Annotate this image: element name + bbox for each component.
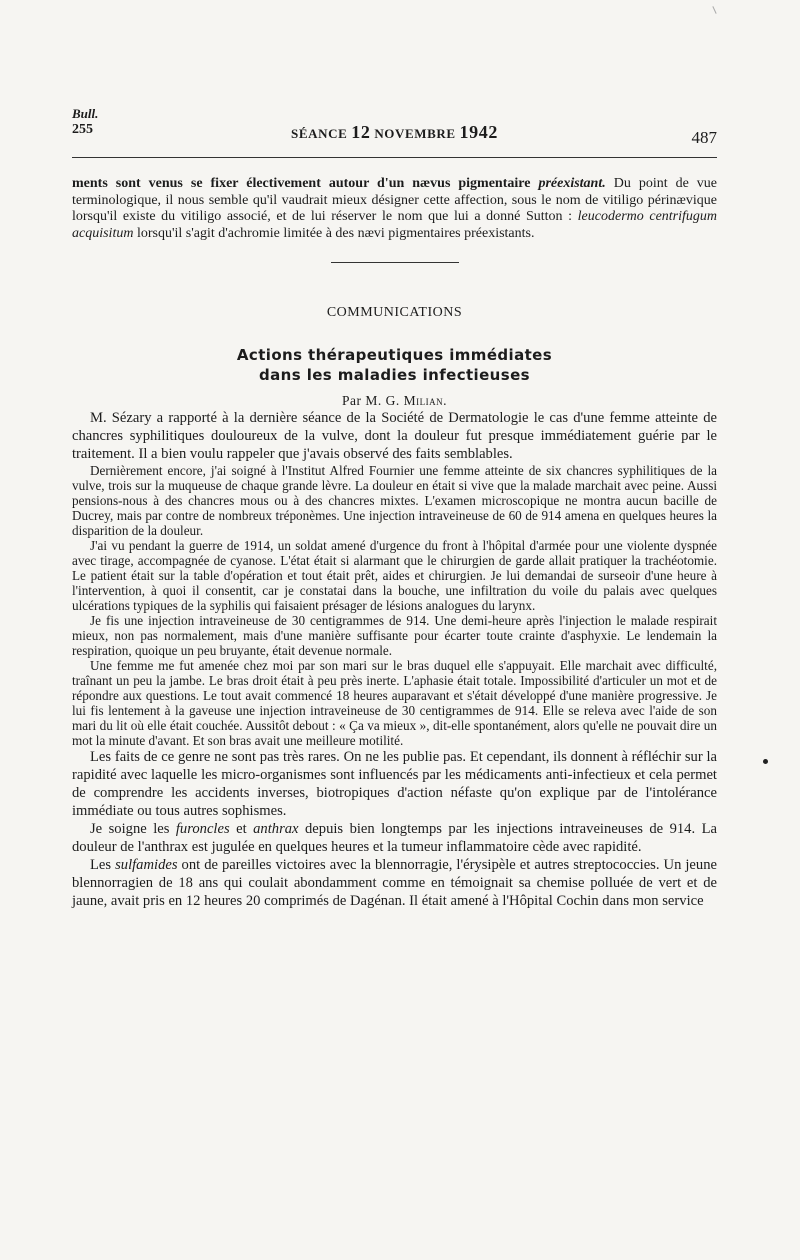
margin-dot (763, 759, 768, 764)
paragraph-2: Dernièrement encore, j'ai soigné à l'Institut Alfred Fournier une femme atteinte de six chancres syphilitiques de la vulve, trois sur la muqueuse de chaque grande lèvre. La douleur en était si vive que la malade marchait avec peine. Aussi pensions-nous à des chancres mous ou à des chancres mixtes. L'examen microscopique ne montra aucun bacille de Ducrey, mais par contre de nombreux tréponèmes. Une injection intraveineuse de 60 de 914 amena en quelques heures la disparition de la douleur. (72, 463, 717, 538)
session-month: NOVEMBRE (374, 126, 456, 141)
byline-author: Milian. (403, 393, 447, 408)
session-year: 1942 (459, 122, 498, 142)
margin-mark (712, 6, 716, 14)
p7-term-1: furoncles (175, 821, 230, 837)
p8-text-a: Les (90, 857, 116, 873)
paragraph-6: Les faits de ce genre ne sont pas très rares. On ne les publie pas. Et cependant, ils donnent à réfléchir sur la rapidité avec laquelle les micro-organismes sont influencés par les médicaments anti-infectieux et cela permet de comprendre les accidents inverses, biotropiques d'action néfaste qu'on explique par de l'intolérance immédiate ou tous autres sophismes. (72, 749, 717, 819)
paragraph-4: Je fis une injection intraveineuse de 30 centigrammes de 914. Une demi-heure après l'injection le malade respirait mieux, non pas normalement, mais d'une manière suffisante pour écarter toute crainte d'asphyxie. Le lendemain la respiration, quoique un peu bruyante, était devenue normale. (72, 613, 717, 658)
paragraph-1: M. Sézary a rapporté à la dernière séance de la Société de Dermatologie le cas d'une femme atteinte de chancres syphilitiques douloureux de la vulve, dont la douleur fut presque immédiatement guérie par le traitement. Il a bien voulu rappeler que j'avais observé des faits semblables. (72, 410, 717, 462)
p7-text-c: depuis bien longtemps par les injections intraveineuses de 914. La douleur de l'anthrax est jugulée en quelques heures et la tumeur inflammatoire cède avec rapidité. (72, 821, 717, 855)
section-heading: COMMUNICATIONS (326, 305, 463, 320)
article-title (72, 345, 717, 385)
session-prefix: SÉANCE (291, 126, 348, 141)
p8-term-1: sulfamides (115, 857, 178, 873)
page-body (72, 176, 717, 910)
p7-text-b: et (229, 821, 254, 837)
section-divider (331, 262, 459, 263)
paragraph-3: J'ai vu pendant la guerre de 1914, un soldat amené d'urgence du front à l'hôpital d'armée pour une violente dyspnée avec tirage, accompagnée de cyanose. L'état était si alarmant que le chirurgien de garde allait pratiquer la trachéotomie. Le patient était sur la table d'opération et tout était prêt, aides et chirurgien. Je lui demandai de surseoir d'une heure à l'intervention, à quoi il consentit, car je constatai dans la bouche, une infiltration du voile du palais avec quelques ulcérations typiques de la syphilis qui faisaient présager de lésions analogues du larynx. (72, 538, 717, 613)
paragraph-5: Une femme me fut amenée chez moi par son mari sur le bras duquel elle s'appuyait. Elle marchait avec difficulté, traînant un peu la jambe. Le bras droit était à peu près inerte. L'aphasie était totale. Impossibilité d'articuler un mot et de répondre aux questions. Le tout avait commencé 18 heures auparavant et s'était développé d'une manière progressive. Je lui fis lentement à la gaveuse une injection intraveineuse de 30 centigrammes de 914. Elle se releva avec l'aide de son mari du lit où elle était couchée. Aussitôt debout : « Ça va mieux », dit-elle spontanément, alors qu'elle ne pouvait dire un mot la minute d'avant. Et son bras avait une meilleure motilité. (72, 658, 717, 748)
intro-text-2: lorsqu'il s'agit d'achromie limitée à des nævi pigmentaires préexistants. (133, 225, 535, 241)
session-day: 12 (351, 122, 371, 142)
intro-lead: ments sont venus se fixer électivement autour d'un nævus pigmentaire (72, 176, 531, 191)
journal-page: 255 (72, 122, 93, 137)
journal-abbrev: Bull. (72, 106, 99, 121)
p7-term-2: anthrax (253, 821, 299, 837)
byline-prefix: Par M. G. (342, 393, 400, 408)
intro-text-1: Du point de vue terminologique, il nous semble qu'il vaudrait mieux désigner cette affection, sous le nom de vitiligo périnævique lorsqu'il existe du vitiligo associé, et de lui réserver le nom que lui a donné Sutton : (72, 176, 718, 224)
p8-text-b: ont de pareilles victoires avec la blennorragie, l'érysipèle et autres streptococcies. Un jeune blennorragien de 18 ans qui coulait abondamment comme en témoignait sa chemise polluée de vert et de jaune, avait pris en 12 heures 20 comprimés de Dagénan. Il était amené à l'Hôpital Cochin dans mon service (72, 857, 717, 909)
intro-term: leucodermo centrifugum acquisitum (72, 209, 718, 241)
article-title-line-2: dans les maladies infectieuses (259, 366, 530, 384)
header-rule (72, 157, 717, 158)
p7-text-a: Je soigne les (90, 821, 176, 837)
running-head (72, 122, 717, 143)
paragraph-8 (72, 856, 717, 910)
paragraph-7 (72, 820, 717, 856)
page-number: 487 (691, 128, 717, 147)
intro-lead-italic: préexistant. (538, 176, 606, 191)
article-title-line-1: Actions thérapeutiques immédiates (236, 346, 553, 364)
intro-paragraph (72, 176, 717, 242)
article-byline (72, 393, 717, 409)
